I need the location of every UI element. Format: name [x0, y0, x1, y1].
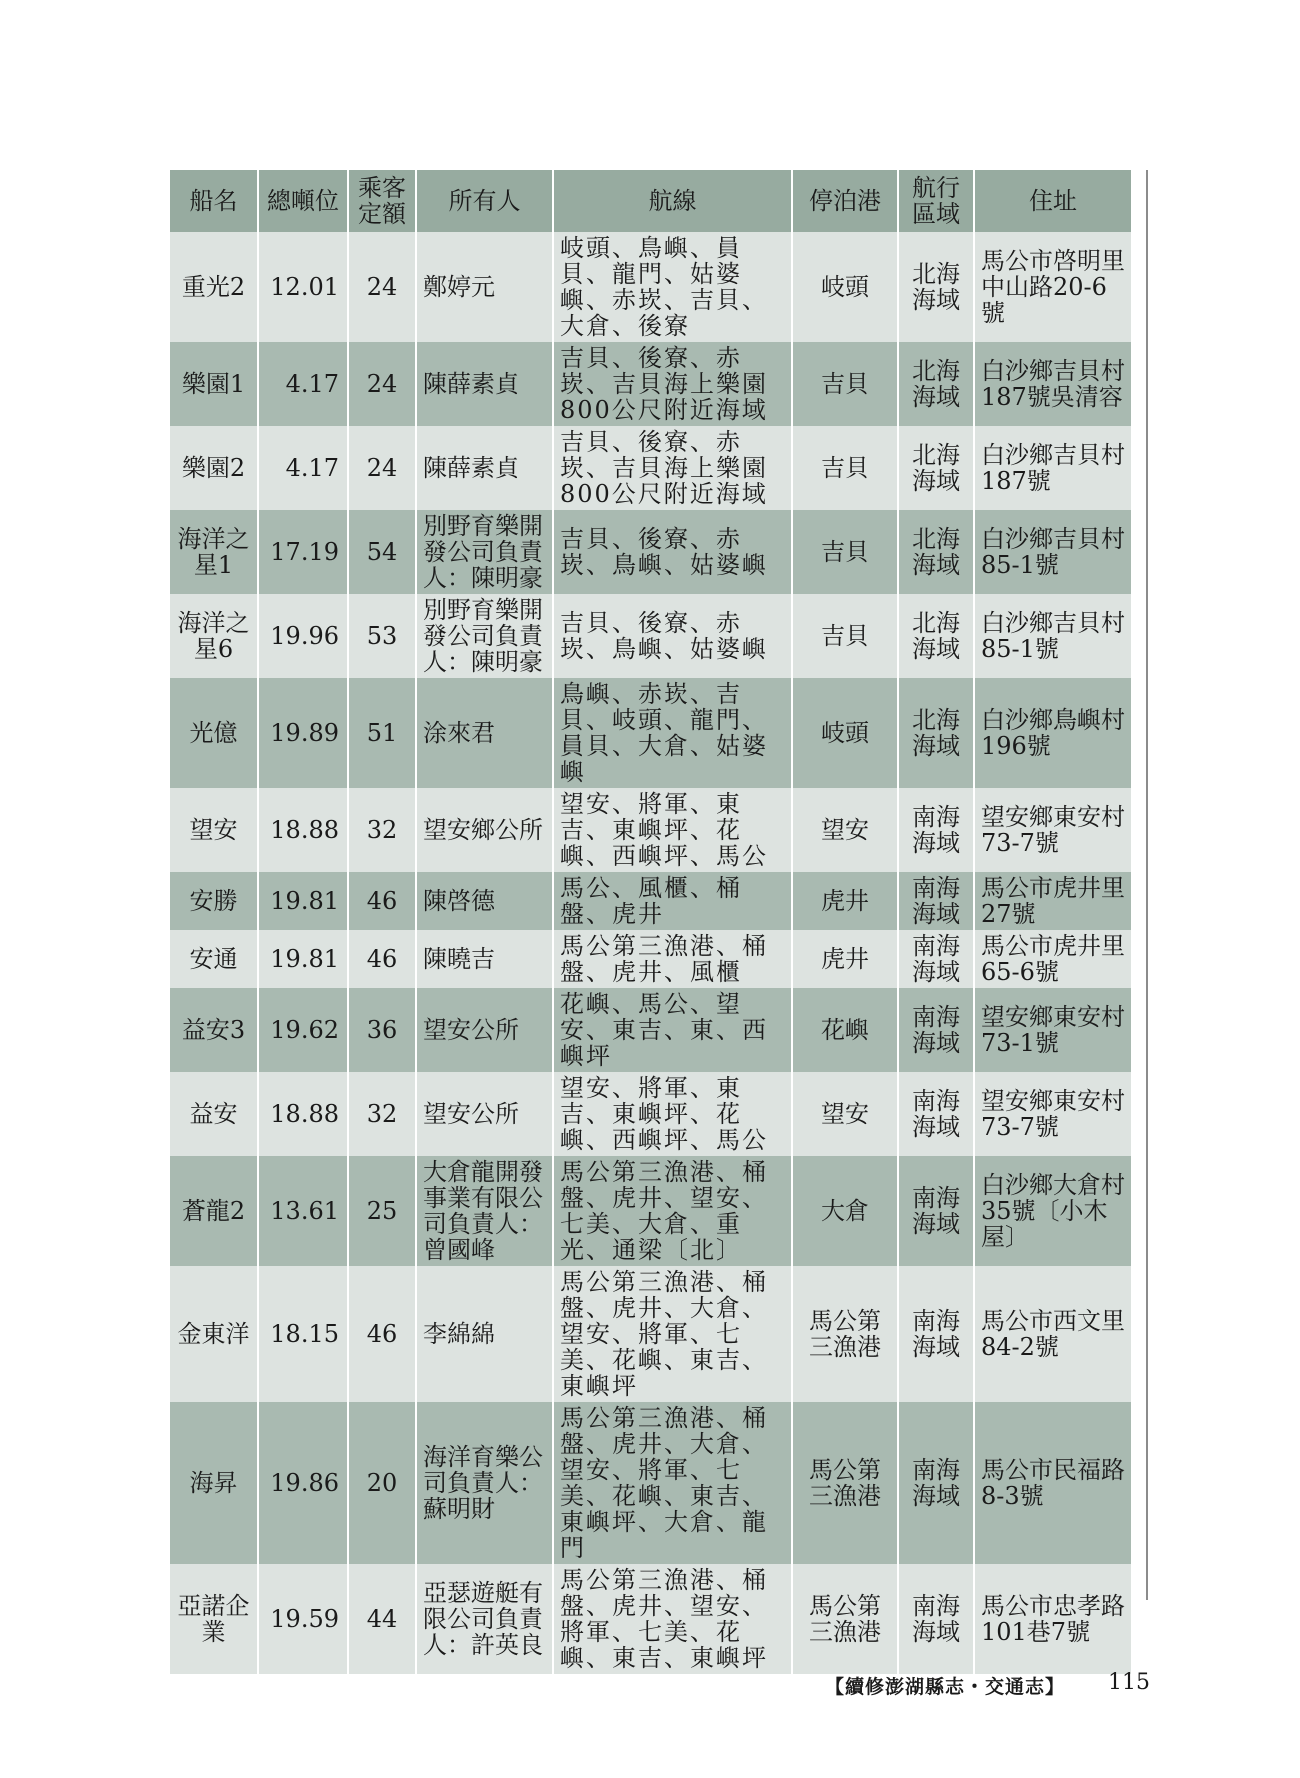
cell-route: 吉貝、後寮、赤崁、鳥嶼、姑婆嶼: [553, 594, 792, 678]
cell-area: 北海海域: [898, 426, 974, 510]
cell-port: 大倉: [792, 1156, 898, 1266]
cell-port: 馬公第三漁港: [792, 1402, 898, 1564]
cell-port: 馬公第三漁港: [792, 1564, 898, 1674]
table-row: [170, 872, 1131, 930]
cell-area: 北海海域: [898, 594, 974, 678]
cell-capacity: 32: [348, 788, 416, 872]
cell-owner: 大倉龍開發事業有限公司負責人：曾國峰: [416, 1156, 553, 1266]
cell-capacity: 53: [348, 594, 416, 678]
passenger-boat-table: [170, 170, 1131, 1674]
cell-boat-name: 益安: [170, 1072, 258, 1156]
cell-address: 馬公市西文里84-2號: [974, 1266, 1131, 1402]
cell-tonnage: 19.89: [258, 678, 348, 788]
cell-boat-name: 海洋之星1: [170, 510, 258, 594]
cell-address: 馬公市虎井里27號: [974, 872, 1131, 930]
cell-area: 南海海域: [898, 1266, 974, 1402]
cell-tonnage: 19.59: [258, 1564, 348, 1674]
cell-route: 望安、將軍、東吉、東嶼坪、花嶼、西嶼坪、馬公: [553, 788, 792, 872]
cell-capacity: 24: [348, 342, 416, 426]
cell-area: 北海海域: [898, 678, 974, 788]
table-row: [170, 426, 1131, 510]
cell-tonnage: 18.88: [258, 788, 348, 872]
cell-boat-name: 蒼龍2: [170, 1156, 258, 1266]
cell-owner: 陳啓德: [416, 872, 553, 930]
table-row: [170, 342, 1131, 426]
cell-boat-name: 金東洋: [170, 1266, 258, 1402]
cell-area: 南海海域: [898, 1072, 974, 1156]
cell-route: 馬公、風櫃、桶盤、虎井: [553, 872, 792, 930]
table-row: [170, 1402, 1131, 1564]
cell-tonnage: 19.81: [258, 930, 348, 988]
cell-route: 吉貝、後寮、赤崁、吉貝海上樂園800公尺附近海域: [553, 426, 792, 510]
header-boat-name: 船名: [170, 170, 258, 232]
table-row: [170, 988, 1131, 1072]
running-book-title: 【續修澎湖縣志・交通志】: [824, 1676, 1065, 1698]
cell-address: 白沙鄉鳥嶼村196號: [974, 678, 1131, 788]
cell-route: 馬公第三漁港、桶盤、虎井、大倉、望安、將軍、七美、花嶼、東吉、東嶼坪、大倉、龍門: [553, 1402, 792, 1564]
cell-tonnage: 12.01: [258, 232, 348, 342]
cell-boat-name: 海洋之星6: [170, 594, 258, 678]
table-row: [170, 1564, 1131, 1674]
cell-capacity: 36: [348, 988, 416, 1072]
cell-route: 吉貝、後寮、赤崁、鳥嶼、姑婆嶼: [553, 510, 792, 594]
cell-owner: 涂來君: [416, 678, 553, 788]
cell-owner: 陳曉吉: [416, 930, 553, 988]
cell-boat-name: 海昇: [170, 1402, 258, 1564]
cell-owner: 陳薛素貞: [416, 426, 553, 510]
cell-address: 白沙鄉吉貝村85-1號: [974, 510, 1131, 594]
cell-address: 白沙鄉大倉村35號〔小木屋〕: [974, 1156, 1131, 1266]
cell-tonnage: 18.15: [258, 1266, 348, 1402]
table-row: [170, 930, 1131, 988]
cell-route: 岐頭、鳥嶼、員貝、龍門、姑婆嶼、赤崁、吉貝、大倉、後寮: [553, 232, 792, 342]
header-tonnage: 總噸位: [258, 170, 348, 232]
cell-area: 南海海域: [898, 872, 974, 930]
cell-port: 岐頭: [792, 678, 898, 788]
cell-route: 馬公第三漁港、桶盤、虎井、望安、將軍、七美、花嶼、東吉、東嶼坪: [553, 1564, 792, 1674]
table-row: [170, 594, 1131, 678]
cell-port: 吉貝: [792, 342, 898, 426]
cell-area: 南海海域: [898, 988, 974, 1072]
table-row: [170, 1072, 1131, 1156]
cell-port: 花嶼: [792, 988, 898, 1072]
cell-address: 馬公市啓明里中山路20-6號: [974, 232, 1131, 342]
cell-capacity: 20: [348, 1402, 416, 1564]
cell-area: 北海海域: [898, 342, 974, 426]
cell-address: 馬公市忠孝路101巷7號: [974, 1564, 1131, 1674]
cell-capacity: 32: [348, 1072, 416, 1156]
cell-boat-name: 安勝: [170, 872, 258, 930]
cell-owner: 海洋育樂公司負責人：蘇明財: [416, 1402, 553, 1564]
table-header-row: [170, 170, 1131, 232]
cell-boat-name: 重光2: [170, 232, 258, 342]
cell-owner: 鄭婷元: [416, 232, 553, 342]
cell-area: 北海海域: [898, 232, 974, 342]
cell-area: 南海海域: [898, 1402, 974, 1564]
cell-boat-name: 樂園1: [170, 342, 258, 426]
cell-tonnage: 19.62: [258, 988, 348, 1072]
cell-capacity: 46: [348, 930, 416, 988]
cell-tonnage: 13.61: [258, 1156, 348, 1266]
cell-route: 望安、將軍、東吉、東嶼坪、花嶼、西嶼坪、馬公: [553, 1072, 792, 1156]
cell-area: 南海海域: [898, 1564, 974, 1674]
cell-capacity: 54: [348, 510, 416, 594]
cell-address: 馬公市虎井里65-6號: [974, 930, 1131, 988]
table-row: [170, 788, 1131, 872]
cell-tonnage: 17.19: [258, 510, 348, 594]
cell-capacity: 51: [348, 678, 416, 788]
table-row: [170, 678, 1131, 788]
cell-owner: 亞瑟遊艇有限公司負責人：許英良: [416, 1564, 553, 1674]
cell-owner: 望安鄉公所: [416, 788, 553, 872]
margin-rule: [1146, 170, 1148, 1600]
cell-capacity: 46: [348, 872, 416, 930]
cell-address: 白沙鄉吉貝村187號吳清容: [974, 342, 1131, 426]
table-row: [170, 232, 1131, 342]
cell-capacity: 24: [348, 426, 416, 510]
cell-owner: 別野育樂開發公司負責人：陳明豪: [416, 510, 553, 594]
header-port: 停泊港: [792, 170, 898, 232]
cell-port: 吉貝: [792, 594, 898, 678]
cell-address: 白沙鄉吉貝村187號: [974, 426, 1131, 510]
table-row: [170, 1156, 1131, 1266]
cell-route: 馬公第三漁港、桶盤、虎井、望安、七美、大倉、重光、通梁〔北〕: [553, 1156, 792, 1266]
cell-tonnage: 19.96: [258, 594, 348, 678]
cell-address: 馬公市民福路8-3號: [974, 1402, 1131, 1564]
cell-owner: 李綿綿: [416, 1266, 553, 1402]
cell-port: 虎井: [792, 872, 898, 930]
cell-owner: 別野育樂開發公司負責人：陳明豪: [416, 594, 553, 678]
cell-boat-name: 光億: [170, 678, 258, 788]
cell-port: 吉貝: [792, 510, 898, 594]
table-row: [170, 510, 1131, 594]
cell-tonnage: 18.88: [258, 1072, 348, 1156]
cell-area: 南海海域: [898, 1156, 974, 1266]
cell-route: 馬公第三漁港、桶盤、虎井、大倉、望安、將軍、七美、花嶼、東吉、東嶼坪: [553, 1266, 792, 1402]
cell-address: 望安鄉東安村73-1號: [974, 988, 1131, 1072]
cell-owner: 陳薛素貞: [416, 342, 553, 426]
cell-boat-name: 益安3: [170, 988, 258, 1072]
cell-route: 吉貝、後寮、赤崁、吉貝海上樂園800公尺附近海域: [553, 342, 792, 426]
header-owner: 所有人: [416, 170, 553, 232]
cell-port: 虎井: [792, 930, 898, 988]
header-route: 航線: [553, 170, 792, 232]
cell-boat-name: 望安: [170, 788, 258, 872]
cell-owner: 望安公所: [416, 1072, 553, 1156]
table-row: [170, 1266, 1131, 1402]
cell-port: 望安: [792, 788, 898, 872]
header-capacity: 乘客定額: [348, 170, 416, 232]
page-number: 115: [1108, 1670, 1150, 1695]
cell-area: 南海海域: [898, 788, 974, 872]
cell-address: 望安鄉東安村73-7號: [974, 1072, 1131, 1156]
cell-address: 白沙鄉吉貝村85-1號: [974, 594, 1131, 678]
cell-port: 吉貝: [792, 426, 898, 510]
cell-tonnage: 19.86: [258, 1402, 348, 1564]
cell-owner: 望安公所: [416, 988, 553, 1072]
cell-capacity: 24: [348, 232, 416, 342]
cell-capacity: 46: [348, 1266, 416, 1402]
cell-tonnage: 4.17: [258, 426, 348, 510]
cell-tonnage: 19.81: [258, 872, 348, 930]
cell-port: 馬公第三漁港: [792, 1266, 898, 1402]
header-area: 航行區域: [898, 170, 974, 232]
cell-port: 望安: [792, 1072, 898, 1156]
cell-port: 岐頭: [792, 232, 898, 342]
cell-route: 鳥嶼、赤崁、吉貝、岐頭、龍門、員貝、大倉、姑婆嶼: [553, 678, 792, 788]
cell-boat-name: 亞諾企業: [170, 1564, 258, 1674]
cell-tonnage: 4.17: [258, 342, 348, 426]
cell-route: 花嶼、馬公、望安、東吉、東、西嶼坪: [553, 988, 792, 1072]
header-address: 住址: [974, 170, 1131, 232]
cell-area: 南海海域: [898, 930, 974, 988]
cell-address: 望安鄉東安村73-7號: [974, 788, 1131, 872]
cell-boat-name: 安通: [170, 930, 258, 988]
cell-capacity: 25: [348, 1156, 416, 1266]
cell-capacity: 44: [348, 1564, 416, 1674]
cell-route: 馬公第三漁港、桶盤、虎井、風櫃: [553, 930, 792, 988]
cell-area: 北海海域: [898, 510, 974, 594]
cell-boat-name: 樂園2: [170, 426, 258, 510]
